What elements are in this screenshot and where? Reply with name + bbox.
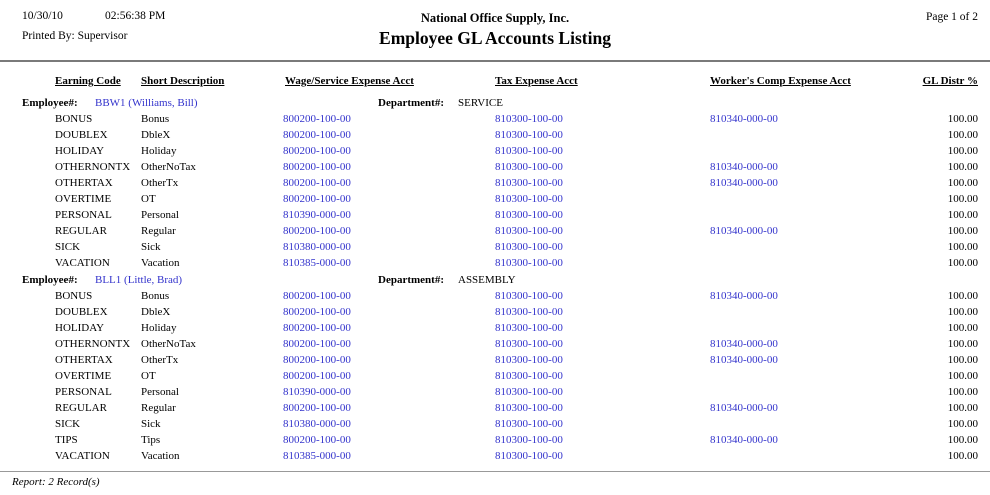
wage-service-expense-acct-link[interactable]: 800200-100-00 [283, 113, 351, 125]
employee-number-label: Employee#: [22, 97, 78, 109]
short-description-cell: Sick [141, 418, 161, 430]
tax-expense-acct-link[interactable]: 810300-100-00 [495, 402, 563, 414]
gl-distr-pct-cell: 100.00 [947, 338, 978, 350]
table-row [0, 402, 990, 418]
tax-expense-acct-link[interactable]: 810300-100-00 [495, 290, 563, 302]
earning-code-cell: HOLIDAY [55, 322, 105, 334]
report-date: 10/30/10 [22, 10, 63, 22]
earning-code-cell: SICK [55, 241, 81, 253]
gl-distr-pct-cell: 100.00 [947, 418, 978, 430]
workers-comp-expense-acct-link[interactable]: 810340-000-00 [710, 434, 778, 446]
employee-id-link[interactable]: BBW1 (Williams, Bill) [95, 97, 198, 109]
short-description-cell: OtherTx [141, 354, 179, 366]
gl-distr-pct-cell: 100.00 [947, 354, 978, 366]
short-description-cell: DbleX [141, 129, 171, 141]
wage-service-expense-acct-link[interactable]: 800200-100-00 [283, 370, 351, 382]
header-divider [0, 60, 990, 62]
gl-distr-pct-cell: 100.00 [947, 370, 978, 382]
gl-distr-pct-cell: 100.00 [947, 177, 978, 189]
short-description-cell: OtherTx [141, 177, 179, 189]
tax-expense-acct-link[interactable]: 810300-100-00 [495, 257, 563, 269]
short-description-cell: Personal [141, 209, 179, 221]
workers-comp-expense-acct-link[interactable]: 810340-000-00 [710, 402, 778, 414]
column-header-workers-comp-expense-acct: Worker's Comp Expense Acct [710, 75, 851, 87]
wage-service-expense-acct-link[interactable]: 810390-000-00 [283, 209, 351, 221]
column-header-row [0, 75, 990, 91]
short-description-cell: Holiday [141, 145, 177, 157]
tax-expense-acct-link[interactable]: 810300-100-00 [495, 386, 563, 398]
wage-service-expense-acct-link[interactable]: 800200-100-00 [283, 434, 351, 446]
gl-distr-pct-cell: 100.00 [947, 322, 978, 334]
column-header-tax-expense-acct: Tax Expense Acct [495, 75, 578, 87]
table-row [0, 338, 990, 354]
employee-number-label: Employee#: [22, 274, 78, 286]
earning-code-cell: OTHERTAX [55, 177, 113, 189]
tax-expense-acct-link[interactable]: 810300-100-00 [495, 193, 563, 205]
workers-comp-expense-acct-link[interactable]: 810340-000-00 [710, 161, 778, 173]
wage-service-expense-acct-link[interactable]: 800200-100-00 [283, 177, 351, 189]
gl-distr-pct-cell: 100.00 [947, 113, 978, 125]
department-number-label: Department#: [378, 274, 444, 286]
gl-distr-pct-cell: 100.00 [947, 434, 978, 446]
table-row [0, 354, 990, 370]
column-header-gl-distr-pct: GL Distr % [922, 75, 978, 87]
earning-code-cell: SICK [55, 418, 81, 430]
short-description-cell: Bonus [141, 290, 170, 302]
earning-code-cell: PERSONAL [55, 386, 112, 398]
department-number-label: Department#: [378, 97, 444, 109]
wage-service-expense-acct-link[interactable]: 800200-100-00 [283, 161, 351, 173]
company-name: National Office Supply, Inc. [420, 11, 570, 25]
table-row [0, 418, 990, 434]
wage-service-expense-acct-link[interactable]: 810380-000-00 [283, 241, 351, 253]
gl-distr-pct-cell: 100.00 [947, 145, 978, 157]
printed-by-value: Supervisor [77, 30, 128, 42]
gl-distr-pct-cell: 100.00 [947, 193, 978, 205]
table-row [0, 306, 990, 322]
gl-distr-pct-cell: 100.00 [947, 225, 978, 237]
workers-comp-expense-acct-link[interactable]: 810340-000-00 [710, 177, 778, 189]
tax-expense-acct-link[interactable]: 810300-100-00 [495, 177, 563, 189]
earning-code-cell: OTHERNONTX [55, 338, 131, 350]
tax-expense-acct-link[interactable]: 810300-100-00 [495, 225, 563, 237]
short-description-cell: OT [141, 193, 156, 205]
earning-code-cell: DOUBLEX [55, 129, 108, 141]
wage-service-expense-acct-link[interactable]: 800200-100-00 [283, 306, 351, 318]
gl-distr-pct-cell: 100.00 [947, 450, 978, 462]
gl-distr-pct-cell: 100.00 [947, 129, 978, 141]
short-description-cell: Vacation [141, 450, 180, 462]
short-description-cell: OtherNoTax [141, 338, 196, 350]
short-description-cell: Regular [141, 225, 176, 237]
earning-code-cell: BONUS [55, 113, 93, 125]
column-header-earning-code: Earning Code [55, 75, 121, 87]
gl-distr-pct-cell: 100.00 [947, 306, 978, 318]
page-indicator: Page 1 of 2 [925, 11, 978, 23]
table-row [0, 434, 990, 450]
workers-comp-expense-acct-link[interactable]: 810340-000-00 [710, 354, 778, 366]
short-description-cell: Tips [141, 434, 161, 446]
wage-service-expense-acct-link[interactable]: 800200-100-00 [283, 193, 351, 205]
tax-expense-acct-link[interactable]: 810300-100-00 [495, 161, 563, 173]
wage-service-expense-acct-link[interactable]: 800200-100-00 [283, 225, 351, 237]
table-row [0, 450, 990, 466]
tax-expense-acct-link[interactable]: 810300-100-00 [495, 129, 563, 141]
wage-service-expense-acct-link[interactable]: 810385-000-00 [283, 257, 351, 269]
tax-expense-acct-link[interactable]: 810300-100-00 [495, 145, 563, 157]
wage-service-expense-acct-link[interactable]: 800200-100-00 [283, 338, 351, 350]
wage-service-expense-acct-link[interactable]: 800200-100-00 [283, 402, 351, 414]
table-row [0, 177, 990, 193]
table-row [0, 209, 990, 225]
table-row [0, 241, 990, 257]
gl-distr-pct-cell: 100.00 [947, 241, 978, 253]
table-row [0, 193, 990, 209]
employee-section-header [0, 274, 990, 290]
table-row [0, 225, 990, 241]
gl-distr-pct-cell: 100.00 [947, 161, 978, 173]
tax-expense-acct-link[interactable]: 810300-100-00 [495, 241, 563, 253]
earning-code-cell: VACATION [55, 450, 110, 462]
table-row [0, 290, 990, 306]
earning-code-cell: REGULAR [55, 225, 107, 237]
gl-distr-pct-cell: 100.00 [947, 209, 978, 221]
short-description-cell: Holiday [141, 322, 177, 334]
wage-service-expense-acct-link[interactable]: 800200-100-00 [283, 145, 351, 157]
tax-expense-acct-link[interactable]: 810300-100-00 [495, 209, 563, 221]
earning-code-cell: OTHERTAX [55, 354, 113, 366]
earning-code-cell: OVERTIME [55, 193, 112, 205]
table-row [0, 322, 990, 338]
short-description-cell: OT [141, 370, 156, 382]
wage-service-expense-acct-link[interactable]: 800200-100-00 [283, 129, 351, 141]
tax-expense-acct-link[interactable]: 810300-100-00 [495, 113, 563, 125]
earning-code-cell: VACATION [55, 257, 110, 269]
short-description-cell: Sick [141, 241, 161, 253]
tax-expense-acct-link[interactable]: 810300-100-00 [495, 354, 563, 366]
gl-distr-pct-cell: 100.00 [947, 386, 978, 398]
employee-section-header [0, 97, 990, 113]
earning-code-cell: BONUS [55, 290, 93, 302]
wage-service-expense-acct-link[interactable]: 800200-100-00 [283, 322, 351, 334]
printed-by-label: Printed By: [22, 30, 75, 42]
workers-comp-expense-acct-link[interactable]: 810340-000-00 [710, 290, 778, 302]
earning-code-cell: REGULAR [55, 402, 107, 414]
tax-expense-acct-link[interactable]: 810300-100-00 [495, 306, 563, 318]
report-body [0, 97, 990, 466]
gl-distr-pct-cell: 100.00 [947, 257, 978, 269]
table-row [0, 161, 990, 177]
short-description-cell: OtherNoTax [141, 161, 196, 173]
table-row [0, 145, 990, 161]
department-value: SERVICE [458, 97, 503, 109]
report-title: Employee GL Accounts Listing [379, 28, 611, 48]
record-count: Report: 2 Record(s) [12, 476, 100, 488]
tax-expense-acct-link[interactable]: 810300-100-00 [495, 370, 563, 382]
wage-service-expense-acct-link[interactable]: 810380-000-00 [283, 418, 351, 430]
earning-code-cell: OVERTIME [55, 370, 112, 382]
wage-service-expense-acct-link[interactable]: 800200-100-00 [283, 290, 351, 302]
earning-code-cell: HOLIDAY [55, 145, 105, 157]
gl-distr-pct-cell: 100.00 [947, 402, 978, 414]
gl-distr-pct-cell: 100.00 [947, 290, 978, 302]
earning-code-cell: DOUBLEX [55, 306, 108, 318]
department-value: ASSEMBLY [458, 274, 516, 286]
workers-comp-expense-acct-link[interactable]: 810340-000-00 [710, 113, 778, 125]
earning-code-cell: PERSONAL [55, 209, 112, 221]
report-header [0, 0, 990, 60]
earning-code-cell: TIPS [55, 434, 78, 446]
column-header-short-description: Short Description [141, 75, 225, 87]
wage-service-expense-acct-link[interactable]: 810385-000-00 [283, 450, 351, 462]
short-description-cell: Regular [141, 402, 176, 414]
earning-code-cell: OTHERNONTX [55, 161, 131, 173]
short-description-cell: Vacation [141, 257, 180, 269]
footer-divider [0, 471, 990, 472]
tax-expense-acct-link[interactable]: 810300-100-00 [495, 434, 563, 446]
workers-comp-expense-acct-link[interactable]: 810340-000-00 [710, 225, 778, 237]
table-row [0, 386, 990, 402]
tax-expense-acct-link[interactable]: 810300-100-00 [495, 338, 563, 350]
wage-service-expense-acct-link[interactable]: 800200-100-00 [283, 354, 351, 366]
table-row [0, 370, 990, 386]
column-header-wage-service-expense-acct: Wage/Service Expense Acct [285, 75, 414, 87]
tax-expense-acct-link[interactable]: 810300-100-00 [495, 450, 563, 462]
tax-expense-acct-link[interactable]: 810300-100-00 [495, 418, 563, 430]
table-row [0, 257, 990, 273]
short-description-cell: DbleX [141, 306, 171, 318]
table-row [0, 113, 990, 129]
tax-expense-acct-link[interactable]: 810300-100-00 [495, 322, 563, 334]
wage-service-expense-acct-link[interactable]: 810390-000-00 [283, 386, 351, 398]
workers-comp-expense-acct-link[interactable]: 810340-000-00 [710, 338, 778, 350]
short-description-cell: Bonus [141, 113, 170, 125]
employee-id-link[interactable]: BLL1 (Little, Brad) [95, 274, 183, 286]
table-row [0, 129, 990, 145]
short-description-cell: Personal [141, 386, 179, 398]
report-time: 02:56:38 PM [105, 10, 166, 22]
